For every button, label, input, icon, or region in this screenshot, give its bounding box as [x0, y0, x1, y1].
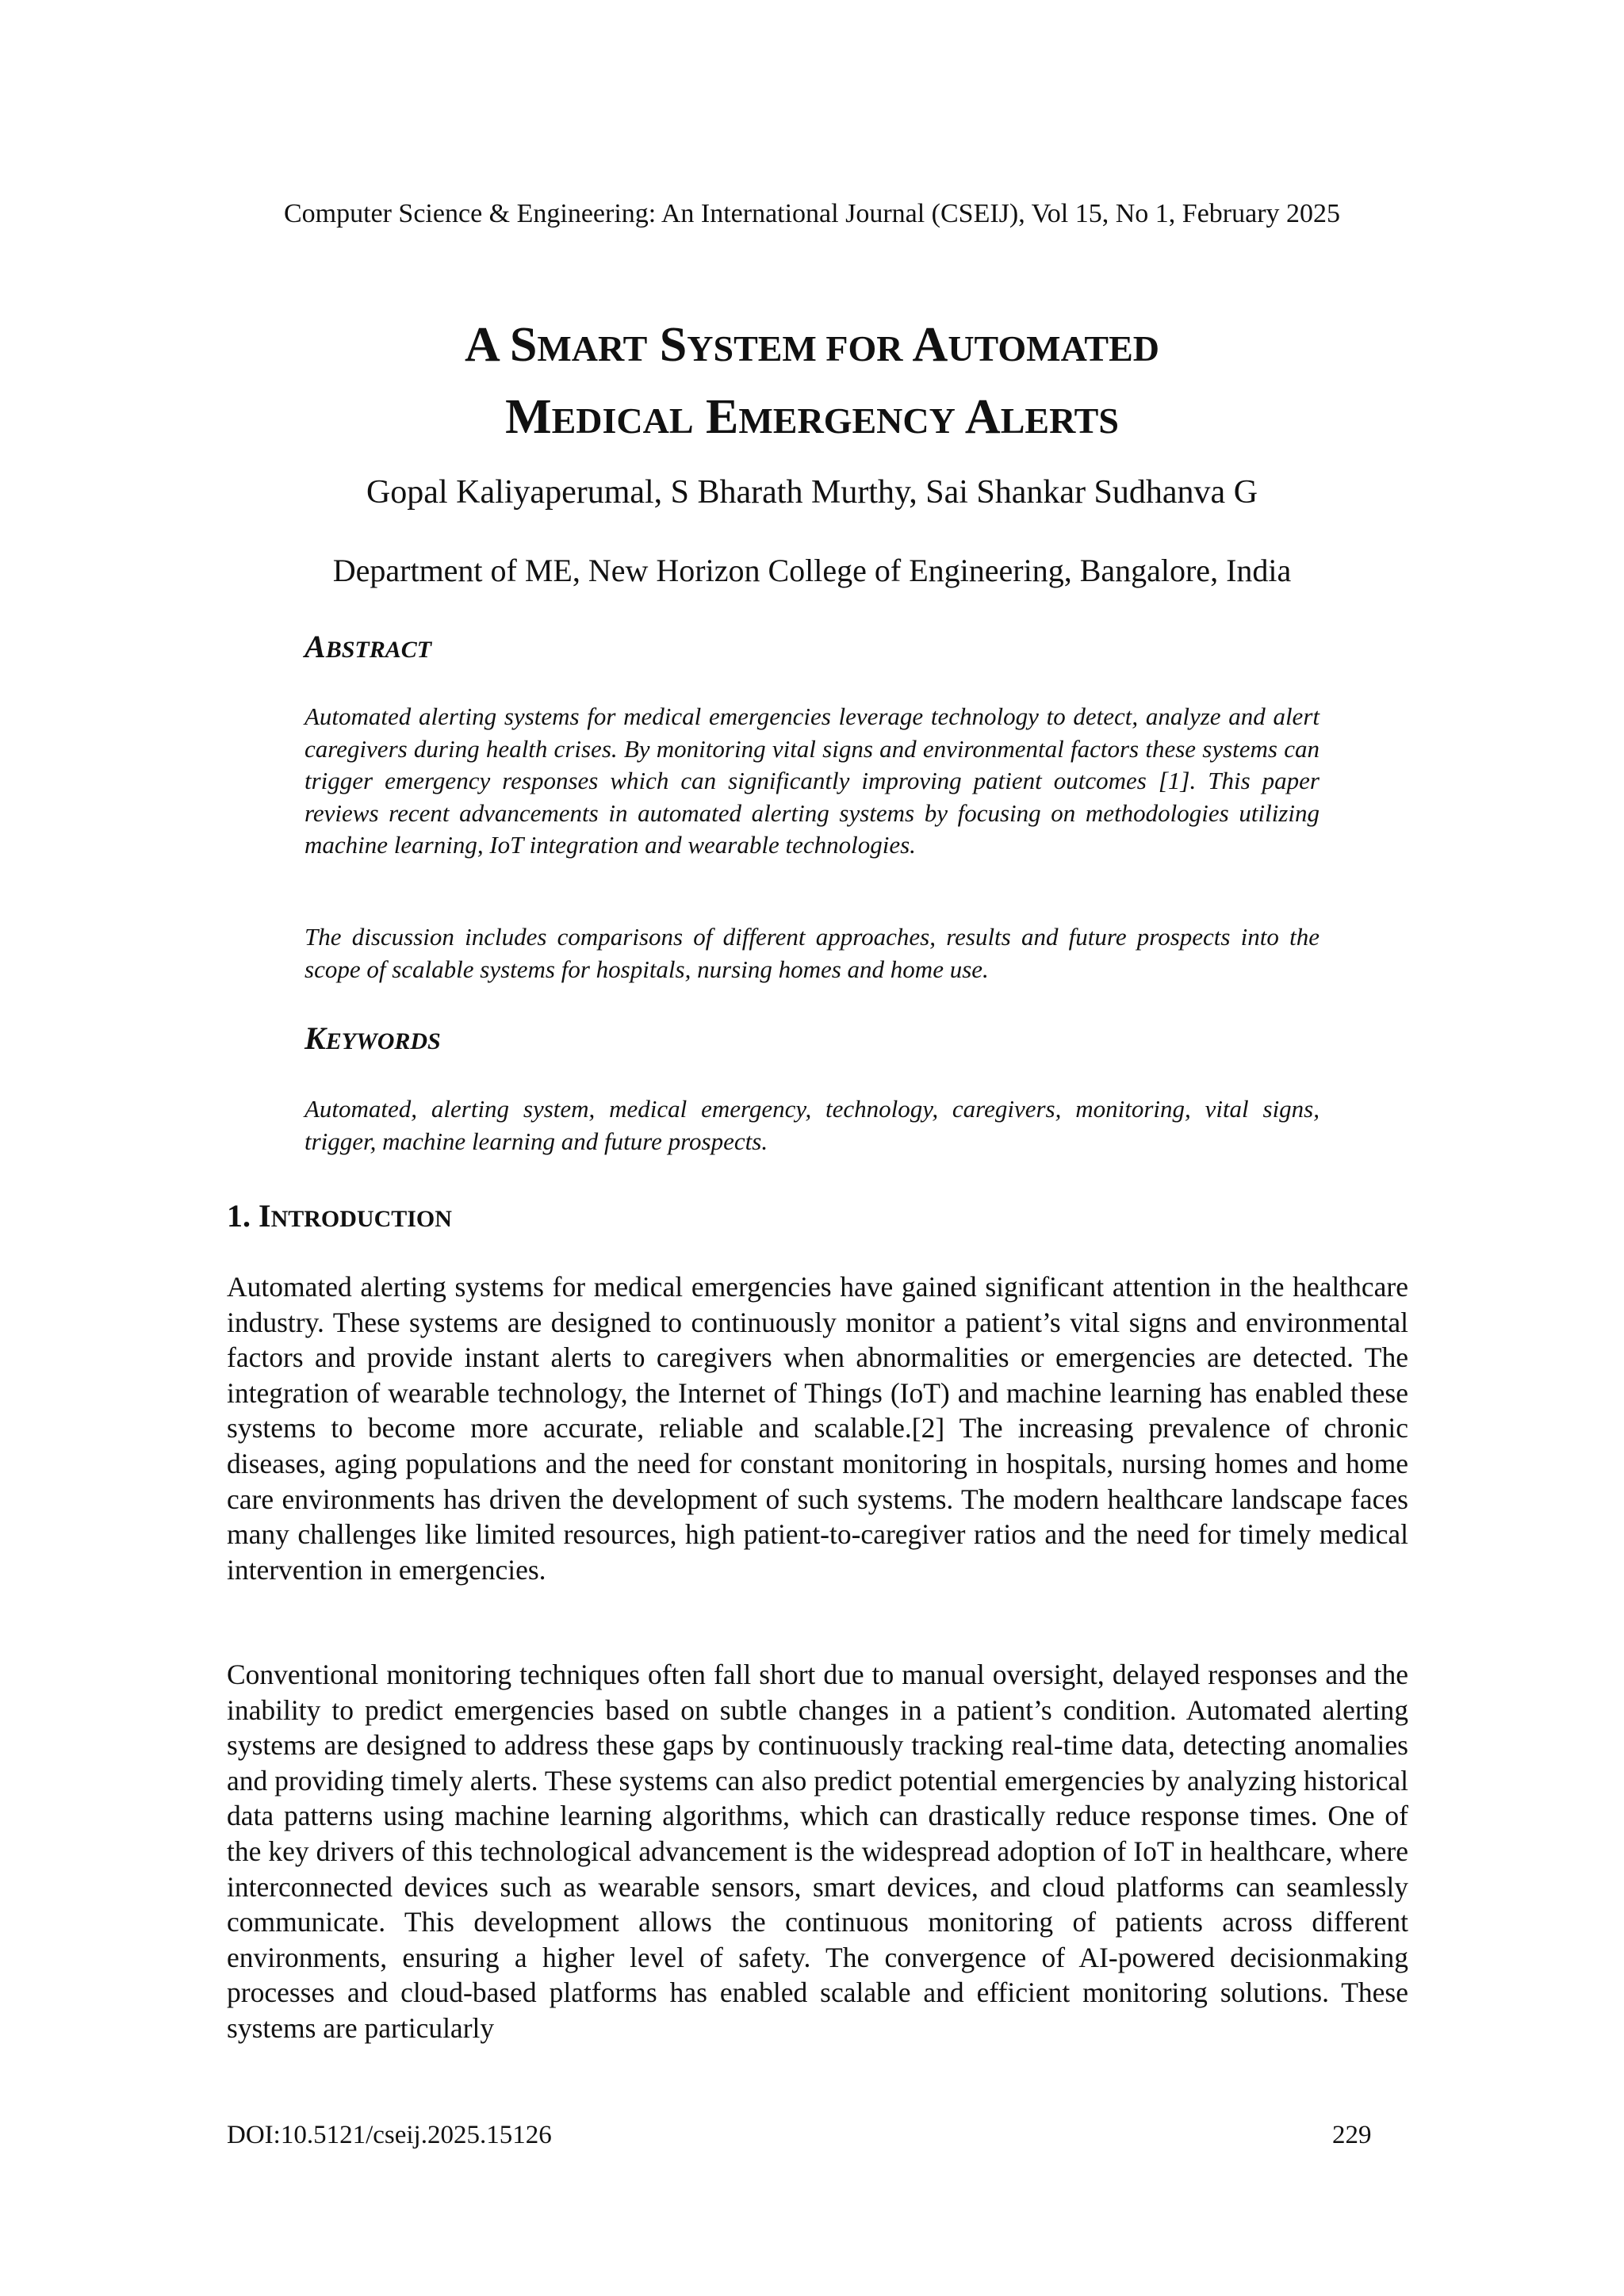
- paper-title-line-2: MEDICAL EMERGENCY ALERTS: [505, 390, 1119, 444]
- introduction-heading: 1. INTRODUCTION: [227, 1198, 452, 1234]
- introduction-paragraph-1: Automated alerting systems for medical emergencies have gained significant attention in the healthcare industry. These systems are designed to continuously monitor a patient’s vital signs and environmental factors and provide instant alerts to caregivers when abnormalities or emergencies are detected. The integration of wearable technology, the Internet of Things (IoT) and machine learning has enabled these systems to become more accurate, reliable and scalable.[2] The increasing prevalence of chronic diseases, aging populations and the need for constant monitoring in hospitals, nursing homes and home care environments has driven the development of such systems. The modern healthcare landscape faces many challenges like limited resources, high patient-to-caregiver ratios and the need for timely medical intervention in emergencies.: [227, 1271, 1408, 1586]
- page-number: 229: [1332, 2121, 1372, 2149]
- paper-title: [0, 311, 1624, 455]
- abstract-heading: ABSTRACT: [304, 629, 432, 664]
- author-affiliation: Department of ME, New Horizon College of Engineering, Bangalore, India: [332, 553, 1292, 588]
- author-list: Gopal Kaliyaperumal, S Bharath Murthy, Sai Shankar Sudhanva G: [366, 474, 1258, 511]
- keywords-heading: KEYWORDS: [304, 1020, 441, 1056]
- keywords-text: Automated, alerting system, medical emergency, technology, caregivers, monitoring, vital signs, trigger, machine learning and future prospects.: [304, 1095, 1320, 1155]
- introduction-paragraph-2: Conventional monitoring techniques often fall short due to manual oversight, delayed responses and the inability to predict emergencies based on subtle changes in a patient’s condition. Automated alerting systems are designed to address these gaps by continuously tracking real-time data, detecting anomalies and providing timely alerts. These systems can also predict potential emergencies by analyzing historical data patterns using machine learning algorithms, which can drastically reduce response times. One of the key drivers of this technological advancement is the widespread adoption of IoT in healthcare, where interconnected devices such as wearable sensors, smart devices, and cloud platforms can seamlessly communicate. This development allows the continuous monitoring of patients across different environments, ensuring a higher level of safety. The convergence of AI-powered decisionmaking processes and cloud-based platforms has enabled scalable and efficient monitoring solutions. These systems are particularly: [227, 1659, 1408, 2044]
- journal-running-header: Computer Science & Engineering: An International Journal (CSEIJ), Vol 15, No 1, February 2025: [283, 199, 1341, 228]
- abstract-paragraph-1: Automated alerting systems for medical emergencies leverage technology to detect, analyze and alert caregivers during health crises. By monitoring vital signs and environmental factors these systems can trigger emergency responses which can significantly improving patient outcomes [1]. This paper reviews recent advancements in automated alerting systems by focusing on methodologies utilizing machine learning, IoT integration and wearable technologies.: [304, 702, 1320, 859]
- paper-title-line-1: A SMART SYSTEM FOR AUTOMATED: [465, 318, 1159, 372]
- footer-doi: DOI:10.5121/cseij.2025.15126: [227, 2121, 552, 2149]
- abstract-paragraph-2: The discussion includes comparisons of different approaches, results and future prospects into the scope of scalable systems for hospitals, nursing homes and home use.: [304, 923, 1320, 983]
